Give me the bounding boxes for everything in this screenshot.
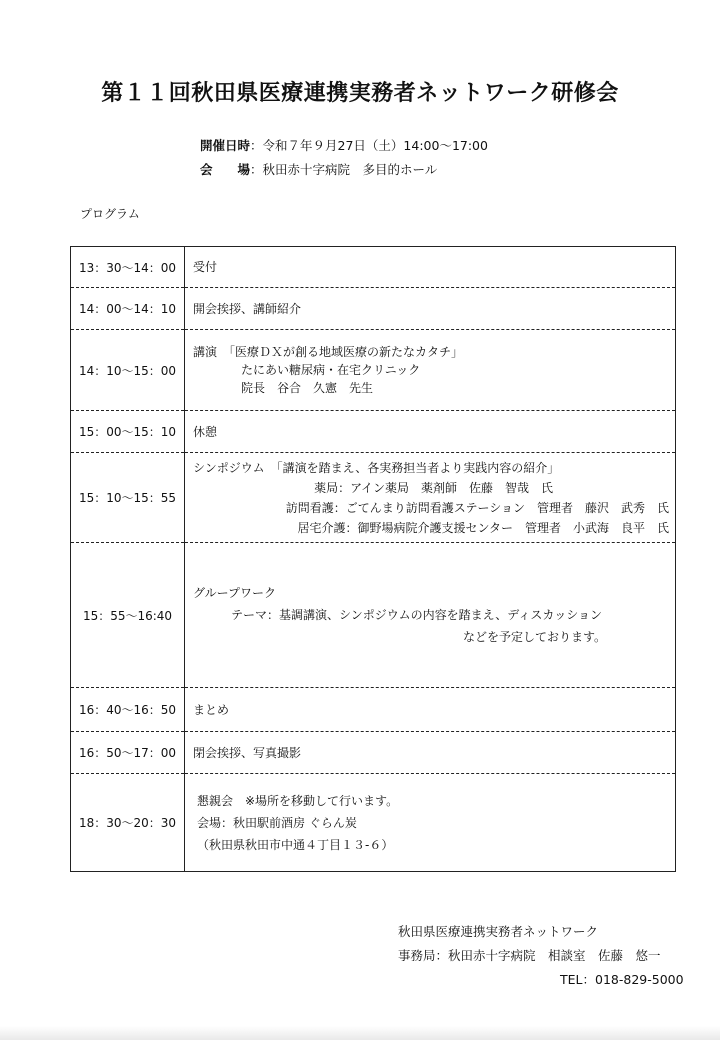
- program-content: [185, 688, 676, 732]
- program-line: 薬局：アイン薬局 薬剤師 佐藤 智哉 氏: [314, 480, 553, 495]
- program-line: たにあい糖尿病・在宅クリニック: [241, 363, 421, 377]
- page-title: 第１１回秋田県医療連携実務者ネットワーク研修会: [101, 81, 619, 106]
- program-time: 15：10～15：55: [71, 453, 185, 543]
- event-venue-value: ：秋田赤十字病院 多目的ホール: [250, 162, 438, 177]
- organizer-name: 秋田県医療連携実務者ネットワーク: [398, 924, 599, 939]
- program-heading: プログラム: [80, 207, 140, 221]
- program-line: 休憩: [193, 424, 218, 439]
- program-content: [185, 330, 676, 411]
- program-time: 16：50～17：00: [71, 732, 185, 774]
- program-line: 懇親会 ※場所を移動して行います。: [197, 793, 399, 808]
- program-content: [185, 774, 676, 872]
- organizer-office: 事務局：秋田赤十字病院 相談室 佐藤 悠一: [398, 948, 661, 963]
- event-date-value: ：令和７年９月27日（土）14:00～17:00: [250, 138, 488, 153]
- program-row: [71, 330, 676, 411]
- program-line: などを予定しております。: [463, 630, 607, 644]
- program-line: 訪問看護：ごてんまり訪問看護ステーション 管理者 藤沢 武秀 氏: [285, 500, 669, 515]
- program-row: [71, 453, 676, 543]
- event-date-label: 開催日時: [200, 138, 251, 153]
- program-content: [185, 247, 676, 288]
- program-line: 居宅介護：御野場病院介護支援センター 管理者 小武海 良平 氏: [297, 520, 669, 535]
- program-table: [70, 246, 676, 872]
- program-time: 13：30～14：00: [71, 247, 185, 288]
- program-time: 18：30～20：30: [71, 774, 185, 872]
- organizer-block: [398, 920, 684, 992]
- program-row: [71, 288, 676, 330]
- program-content: [185, 288, 676, 330]
- program-content: [185, 453, 676, 543]
- program-content: [185, 411, 676, 453]
- program-time: 14：10～15：00: [71, 330, 185, 411]
- program-line: シンポジウム 「講演を踏まえ、各実務担当者より実践内容の紹介」: [193, 460, 560, 475]
- program-time: 16：40～16：50: [71, 688, 185, 732]
- program-line: グループワーク: [193, 586, 277, 600]
- program-line: 院長 谷合 久憲 先生: [241, 381, 374, 395]
- program-time: 15：00～15：10: [71, 411, 185, 453]
- program-line: テーマ：基調講演、シンポジウムの内容を踏まえ、ディスカッション: [231, 608, 602, 622]
- program-row: [71, 543, 676, 688]
- program-row: [71, 688, 676, 732]
- event-venue-line: [200, 158, 488, 182]
- event-date-line: [200, 134, 488, 158]
- program-content: [185, 543, 676, 688]
- program-line: 受付: [193, 260, 218, 274]
- program-row: [71, 732, 676, 774]
- event-venue-label: 会 場: [200, 162, 251, 177]
- program-line: 閉会挨拶、写真撮影: [193, 745, 302, 760]
- program-time: 14：00～14：10: [71, 288, 185, 330]
- program-content: [185, 732, 676, 774]
- program-line: まとめ: [193, 702, 230, 717]
- program-row: [71, 774, 676, 872]
- program-line: 会場：秋田駅前酒房 ぐらん炭: [197, 815, 357, 830]
- program-line: 開会挨拶、講師紹介: [193, 301, 302, 316]
- page-bottom-shadow: [0, 1026, 720, 1040]
- program-row: [71, 411, 676, 453]
- program-row: [71, 247, 676, 288]
- organizer-tel: TEL：018-829-5000: [560, 972, 684, 987]
- program-time: 15：55～16:40: [71, 543, 185, 688]
- program-line: 講演 「医療ＤＸが創る地域医療の新たなカタチ」: [193, 345, 464, 359]
- program-line: （秋田県秋田市中通４丁目１３-６）: [197, 837, 394, 852]
- event-info: [200, 134, 488, 182]
